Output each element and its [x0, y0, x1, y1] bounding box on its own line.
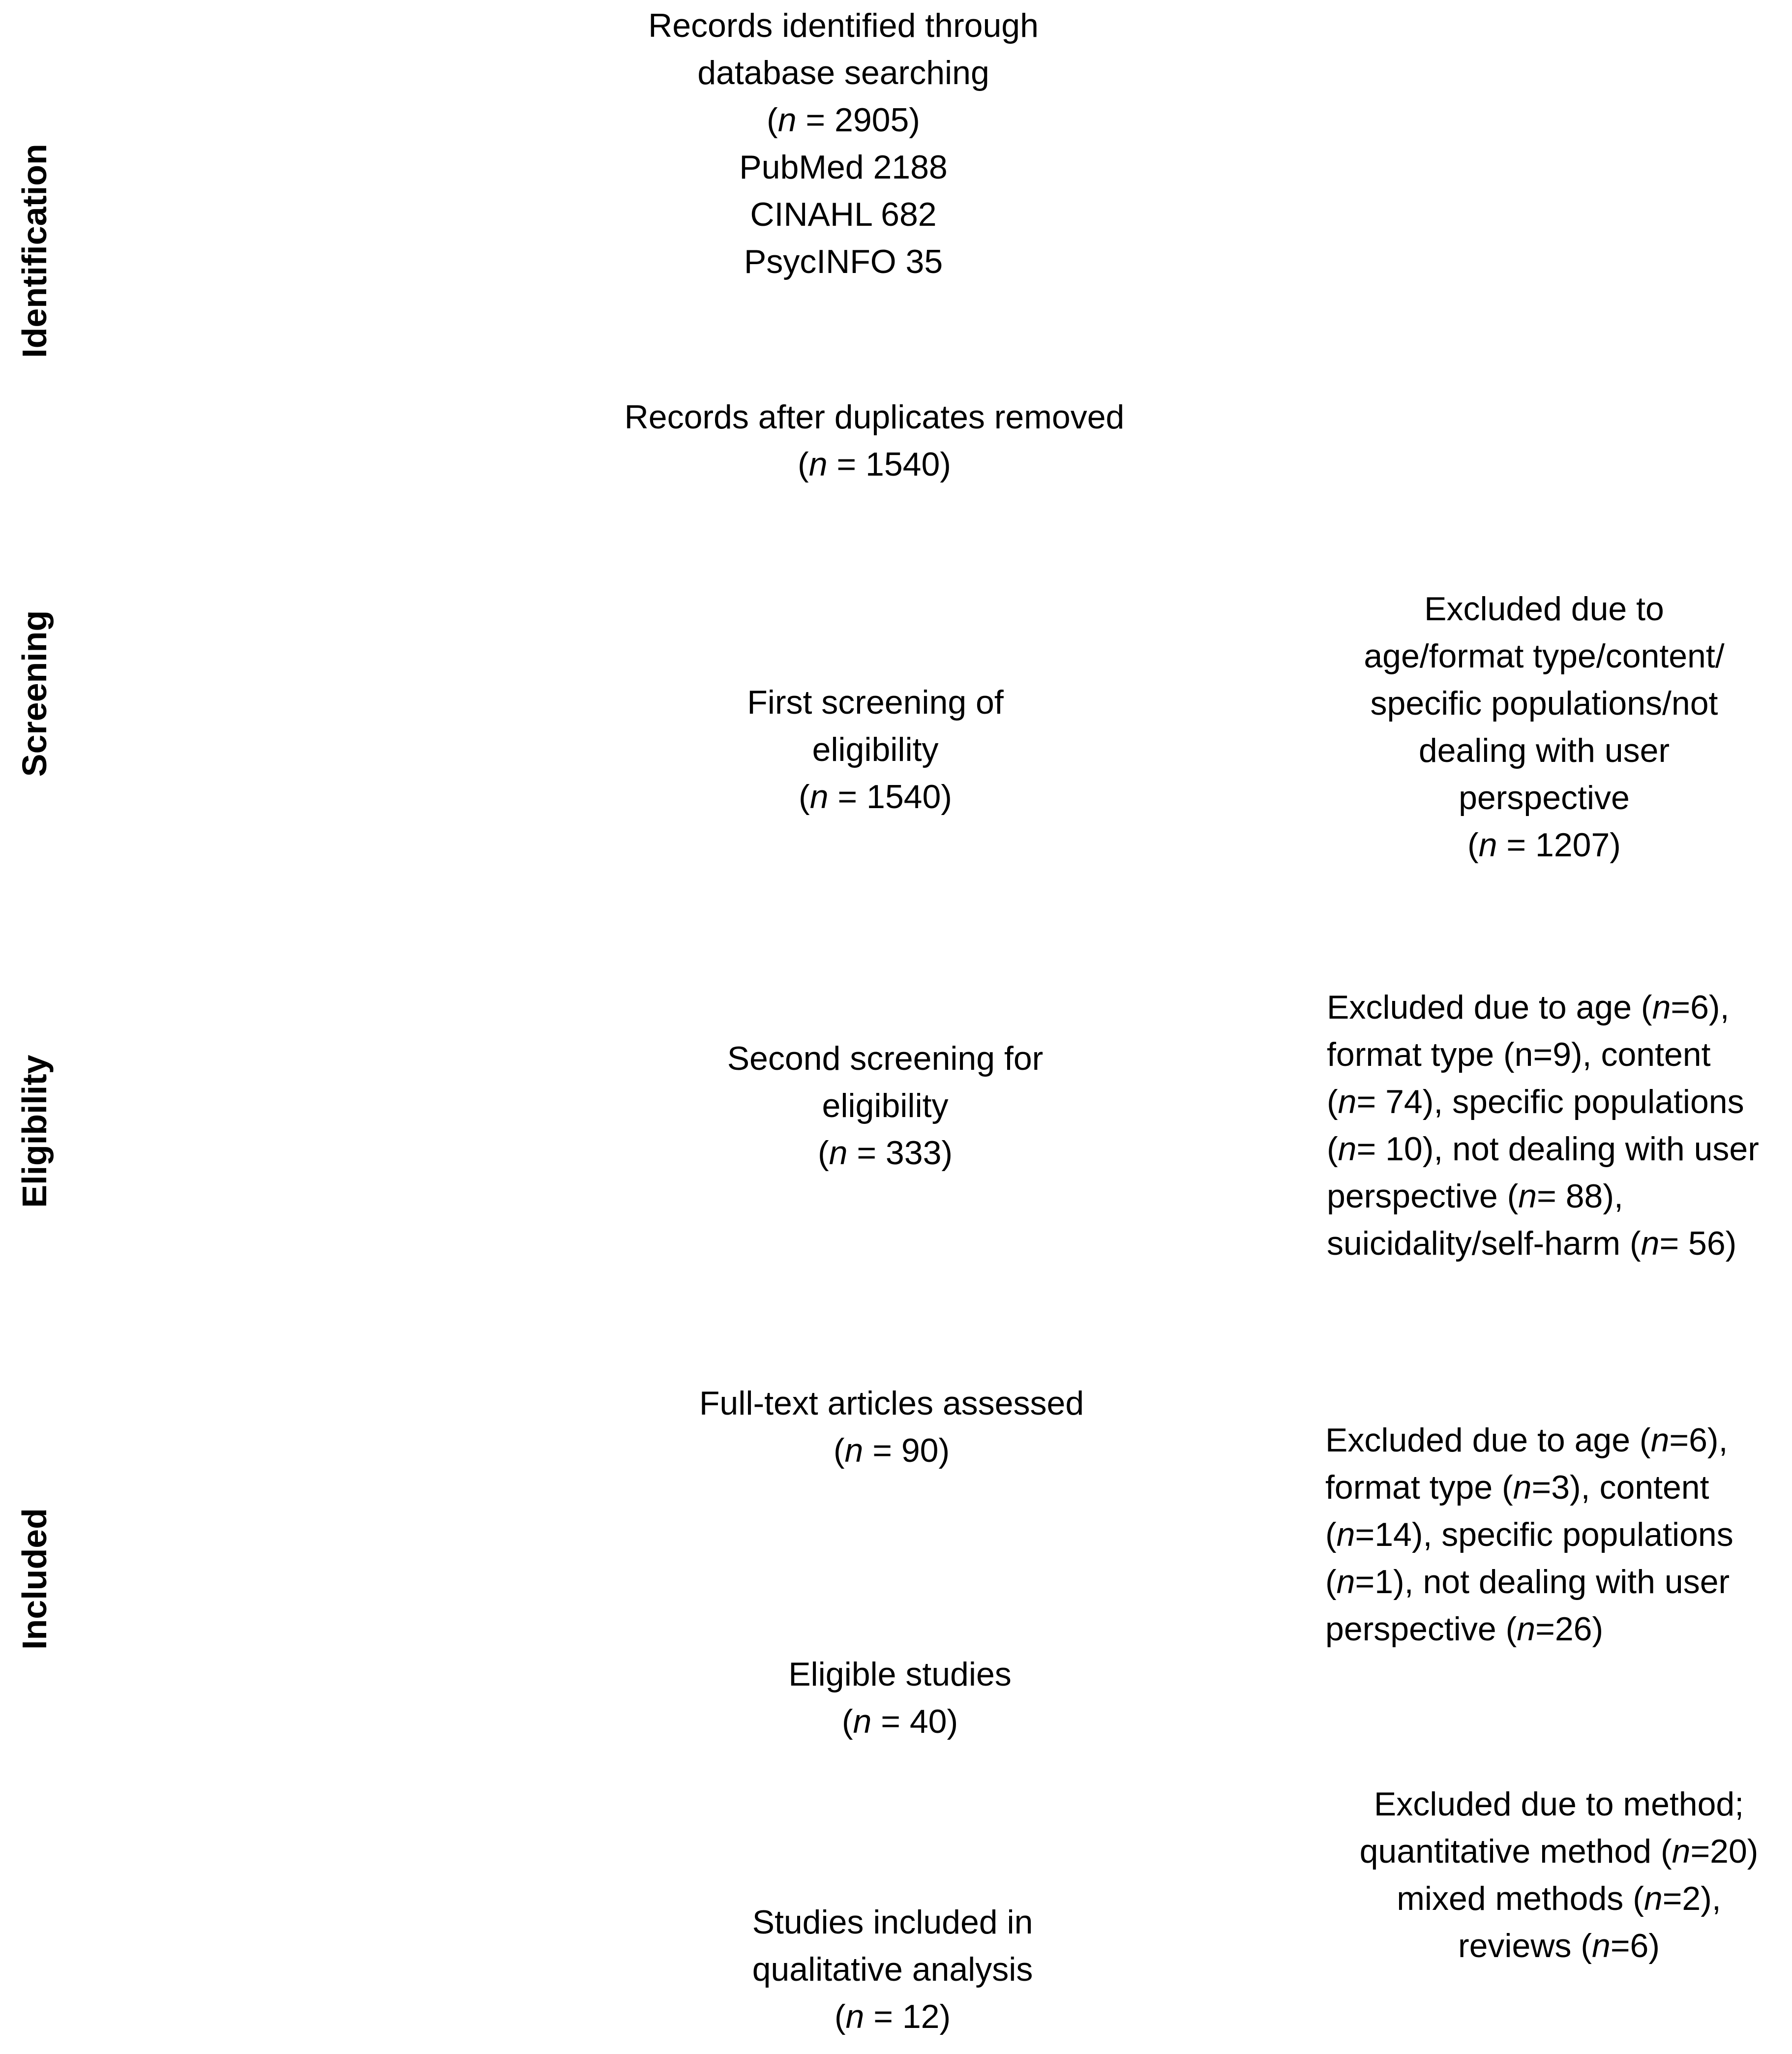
first-screening-line-1: First screening of — [747, 684, 1004, 721]
exclusion-third-line-4: (n=1), not dealing with user — [1325, 1563, 1730, 1601]
exclusion-first-line-5: perspective — [1459, 779, 1630, 816]
source-pubmed: PubMed 2188 — [739, 149, 948, 186]
exclusion-second-line-6: suicidality/self-harm (n= 56) — [1327, 1225, 1737, 1262]
records-identified-line-1: Records identified through — [648, 7, 1039, 44]
included-qualitative-line-2: qualitative analysis — [752, 1951, 1033, 1988]
eligible-studies-count: (n = 40) — [841, 1703, 958, 1740]
full-text-label: Full-text articles assessed — [699, 1385, 1084, 1422]
box-after-duplicates — [625, 393, 1125, 488]
first-screening-line-2: eligibility — [812, 731, 939, 768]
exclusion-second-line-4: (n= 10), not dealing with user — [1327, 1130, 1759, 1168]
box-records-identified — [648, 2, 1039, 285]
exclusion-first-line-1: Excluded due to — [1424, 590, 1664, 628]
records-identified-count: (n = 2905) — [767, 101, 920, 139]
second-screening-line-2: eligibility — [822, 1087, 949, 1124]
exclusion-second-line-1: Excluded due to age (n=6), — [1327, 989, 1730, 1026]
included-qualitative-line-1: Studies included in — [752, 1903, 1033, 1941]
stage-label-identification: Identification — [15, 144, 54, 358]
exclusion-third-line-2: format type (n=3), content — [1325, 1469, 1709, 1506]
exclusion-fourth-line-3: mixed methods (n=2), — [1397, 1880, 1721, 1917]
box-exclusion-third — [1325, 1417, 1733, 1653]
eligible-studies-label: Eligible studies — [788, 1656, 1012, 1693]
box-included-qualitative — [752, 1899, 1033, 2040]
exclusion-second-line-5: perspective (n= 88), — [1327, 1178, 1623, 1215]
source-psycinfo: PsycINFO 35 — [744, 243, 943, 280]
second-screening-count: (n = 333) — [817, 1134, 953, 1172]
source-cinahl: CINAHL 682 — [750, 196, 937, 233]
exclusion-first-count: (n = 1207) — [1467, 826, 1621, 864]
stage-label-eligibility: Eligibility — [15, 1055, 54, 1208]
stage-label-screening: Screening — [15, 610, 54, 777]
exclusion-fourth-line-4: reviews (n=6) — [1458, 1927, 1660, 1964]
box-exclusion-second — [1327, 984, 1759, 1267]
box-first-screening — [747, 679, 1004, 820]
after-duplicates-count: (n = 1540) — [798, 446, 951, 483]
exclusion-second-line-2: format type (n=9), content — [1327, 1036, 1711, 1073]
records-identified-line-2: database searching — [697, 54, 989, 91]
after-duplicates-label: Records after duplicates removed — [624, 398, 1125, 436]
exclusion-third-line-3: (n=14), specific populations — [1325, 1516, 1733, 1553]
second-screening-line-1: Second screening for — [727, 1040, 1044, 1077]
exclusion-first-line-4: dealing with user — [1418, 732, 1670, 769]
included-qualitative-count: (n = 12) — [834, 1998, 951, 2035]
exclusion-first-line-3: specific populations/not — [1370, 685, 1718, 722]
exclusion-first-line-2: age/format type/content/ — [1364, 637, 1725, 675]
first-screening-count: (n = 1540) — [799, 778, 952, 816]
box-full-text — [699, 1380, 1084, 1474]
box-second-screening — [727, 1035, 1044, 1177]
exclusion-fourth-line-1: Excluded due to method; — [1374, 1785, 1744, 1823]
box-exclusion-fourth — [1360, 1781, 1759, 1969]
exclusion-third-line-5: perspective (n=26) — [1325, 1610, 1604, 1648]
box-exclusion-first — [1364, 585, 1724, 869]
box-eligible-studies — [788, 1651, 1012, 1745]
exclusion-fourth-line-2: quantitative method (n=20) — [1359, 1833, 1759, 1870]
stage-label-included: Included — [15, 1508, 54, 1650]
exclusion-second-line-3: (n= 74), specific populations — [1327, 1083, 1744, 1120]
exclusion-third-line-1: Excluded due to age (n=6), — [1325, 1421, 1728, 1459]
full-text-count: (n = 90) — [833, 1432, 950, 1469]
